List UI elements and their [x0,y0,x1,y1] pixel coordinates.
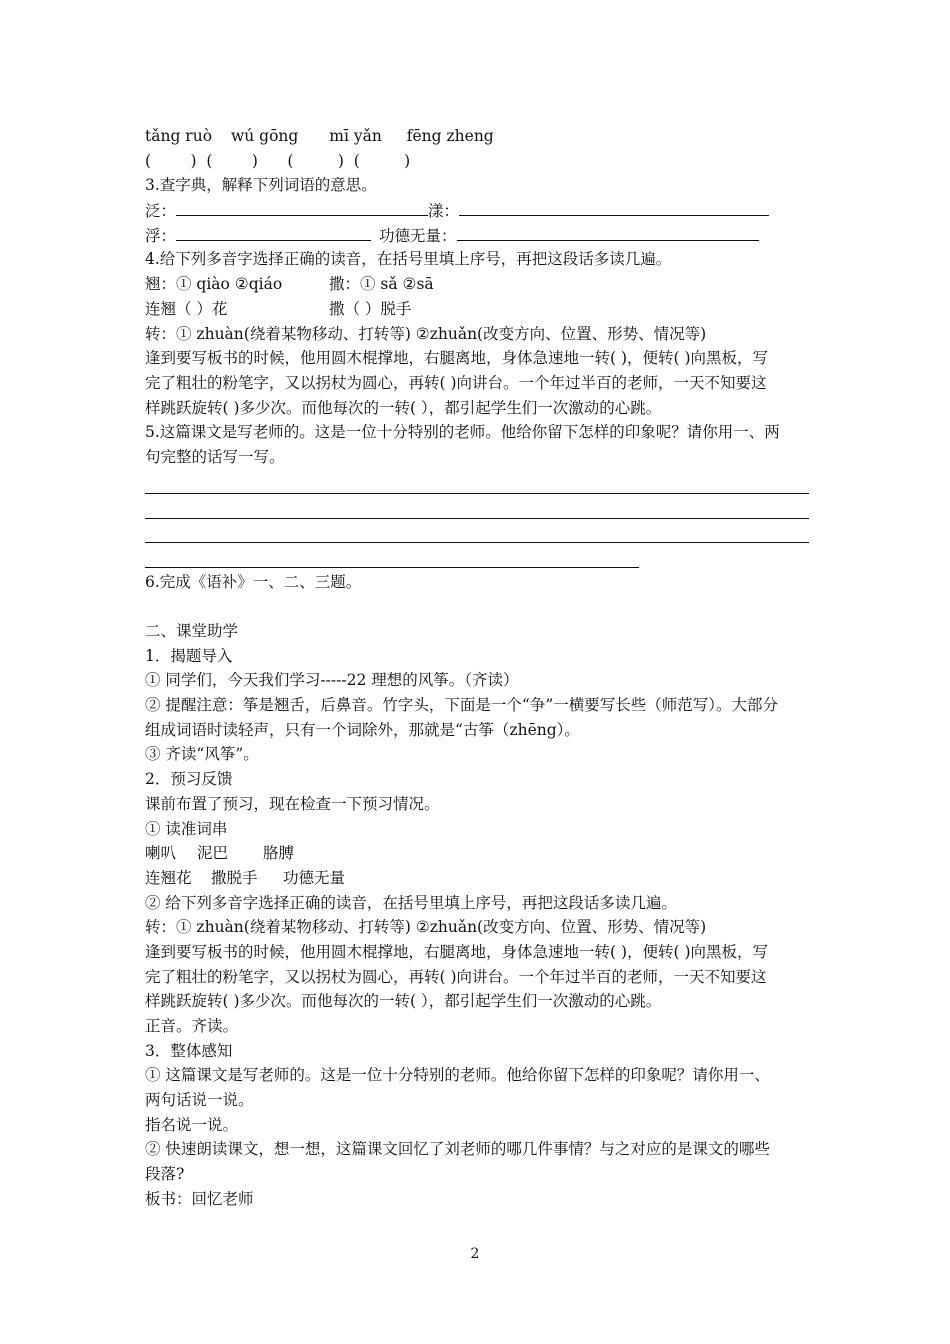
term-fan-blank[interactable] [176,198,428,216]
part-2-question: ② 给下列多音字选择正确的读音，在括号里填上序号，再把这段话多读几遍。 [145,893,677,912]
q4-paragraph-line: 逢到要写板书的时候，他用圆木棍撑地，右腿离地，身体急速地一转( )，便转( )向黑板，写 [145,349,769,368]
answer-parentheses-row: ( ) ( ) ( ) ( ) [145,151,411,170]
question-6: 6.完成《语补》一、二、三题。 [145,572,362,591]
part-3-title: 3．整体感知 [145,1041,233,1060]
part-2-paragraph-line: 完了粗壮的粉笔字，又以拐杖为圆心，再转( )向讲台。一个年过半百的老师，一天不知要这 [145,967,767,986]
part-1-item: ① 同学们，今天我们学习-----22 理想的风筝。（齐读） [145,671,519,690]
part-3-item: 板书：回忆老师 [145,1189,254,1208]
part-2-title: 2．预习反馈 [145,770,233,789]
word: 胳膊 [263,844,295,863]
part-3-item: ① 这篇课文是写老师的。这是一位十分特别的老师。他给你留下怎样的印象呢？请你用一、 [145,1066,770,1085]
blank-line [145,594,809,619]
term-fu-blank[interactable] [176,223,371,241]
question-5-line: 句完整的话写一写。 [145,447,285,466]
word-row-1 [145,841,809,866]
sa-tuo-fill: 撒（ ）脱手 [329,299,412,318]
answer-line[interactable] [145,519,809,544]
part-2-intro: 课前布置了预习，现在检查一下预习情况。 [145,794,440,813]
zhengyin-note: 正音。齐读。 [145,1017,239,1035]
word: 连翘花 [145,868,192,887]
word-row-2 [145,866,809,891]
term-gongde-blank[interactable] [457,223,759,241]
q3-row-1 [145,198,809,223]
question-5-line: 5.这篇课文是写老师的。这是一位十分特别的老师。他给你留下怎样的印象呢？请你用一、两 [145,423,780,442]
term-fu-label: 浮： [145,226,177,245]
answer-line[interactable] [145,494,809,519]
term-fan-label: 泛： [145,202,177,221]
pinyin-word: mī yǎn [329,127,382,145]
word: 喇叭 [145,844,177,863]
part-2-read: ① 读准词串 [145,819,228,838]
pinyin-word: wú gōng [230,127,299,145]
pinyin-word: fēng zheng [406,127,494,145]
word: 功德无量 [283,868,346,887]
word: 撒脱手 [211,868,258,887]
question-4-title: 4.给下列多音字选择正确的读音，在括号里填上序号，再把这段话多读几遍。 [145,250,672,269]
term-gongde-label: 功德无量： [379,226,457,245]
document-page [145,124,809,1212]
answer-line[interactable] [145,543,639,568]
term-yang-label: 漾： [428,202,460,221]
q3-row-2 [145,223,809,248]
part-2-paragraph-line: 样跳跃旋转( )多少次。而他每次的一转( ），都引起学生们一次激动的心跳。 [145,992,662,1011]
section-2-heading: 二、课堂助学 [145,622,239,640]
page-number: 2 [470,1246,480,1262]
pinyin-word: tǎng ruò [145,127,213,145]
lianqiao-fill: 连翘（ ）花 [145,299,228,318]
part-1-item: ② 提醒注意：筝是翘舌，后鼻音。竹字头，下面是一个“争”一横要写长些（师范写）。大部分 [145,696,779,715]
part-2-paragraph-line: 逢到要写板书的时候，他用圆木棍撑地，右腿离地，身体急速地一转( )，便转( )向黑板，写 [145,942,769,961]
q4-fill-row [145,297,809,322]
part-3-item: 段落? [145,1165,185,1184]
q4-paragraph-line: 样跳跃旋转( )多少次。而他每次的一转( ），都引起学生们一次激动的心跳。 [145,398,662,417]
part-3-item: 指名说一说。 [145,1115,239,1134]
term-yang-blank[interactable] [459,198,769,216]
part-1-item: 组成词语时读轻声，只有一个词除外，那就是“古筝（zhēng）。 [145,720,580,739]
zhuan-options: 转：① zhuàn(绕着某物移动、打转等) ②zhuǎn(改变方向、位置、形势、情况等) [145,324,707,343]
pinyin-row [145,124,809,149]
answer-line[interactable] [145,470,809,495]
part-3-item: 两句话说一说。 [145,1091,254,1110]
word: 泥巴 [197,844,229,863]
sa-options: 撒：① sǎ ②sā [329,275,434,294]
q4-options-row [145,272,809,297]
question-3-title: 3.查字典，解释下列词语的意思。 [145,176,377,195]
zhuan-options: 转：① zhuàn(绕着某物移动、打转等) ②zhuǎn(改变方向、位置、形势、情况等) [145,918,707,937]
part-1-title: 1．揭题导入 [145,646,233,665]
q4-paragraph-line: 完了粗壮的粉笔字，又以拐杖为圆心，再转( )向讲台。一个年过半百的老师，一天不知要这 [145,373,767,392]
qiao-options: 翘：① qiào ②qiáo [145,275,283,294]
part-3-item: ② 快速朗读课文，想一想，这篇课文回忆了刘老师的哪几件事情？与之对应的是课文的哪些 [145,1140,770,1159]
part-1-item: ③ 齐读“风筝”。 [145,745,259,764]
